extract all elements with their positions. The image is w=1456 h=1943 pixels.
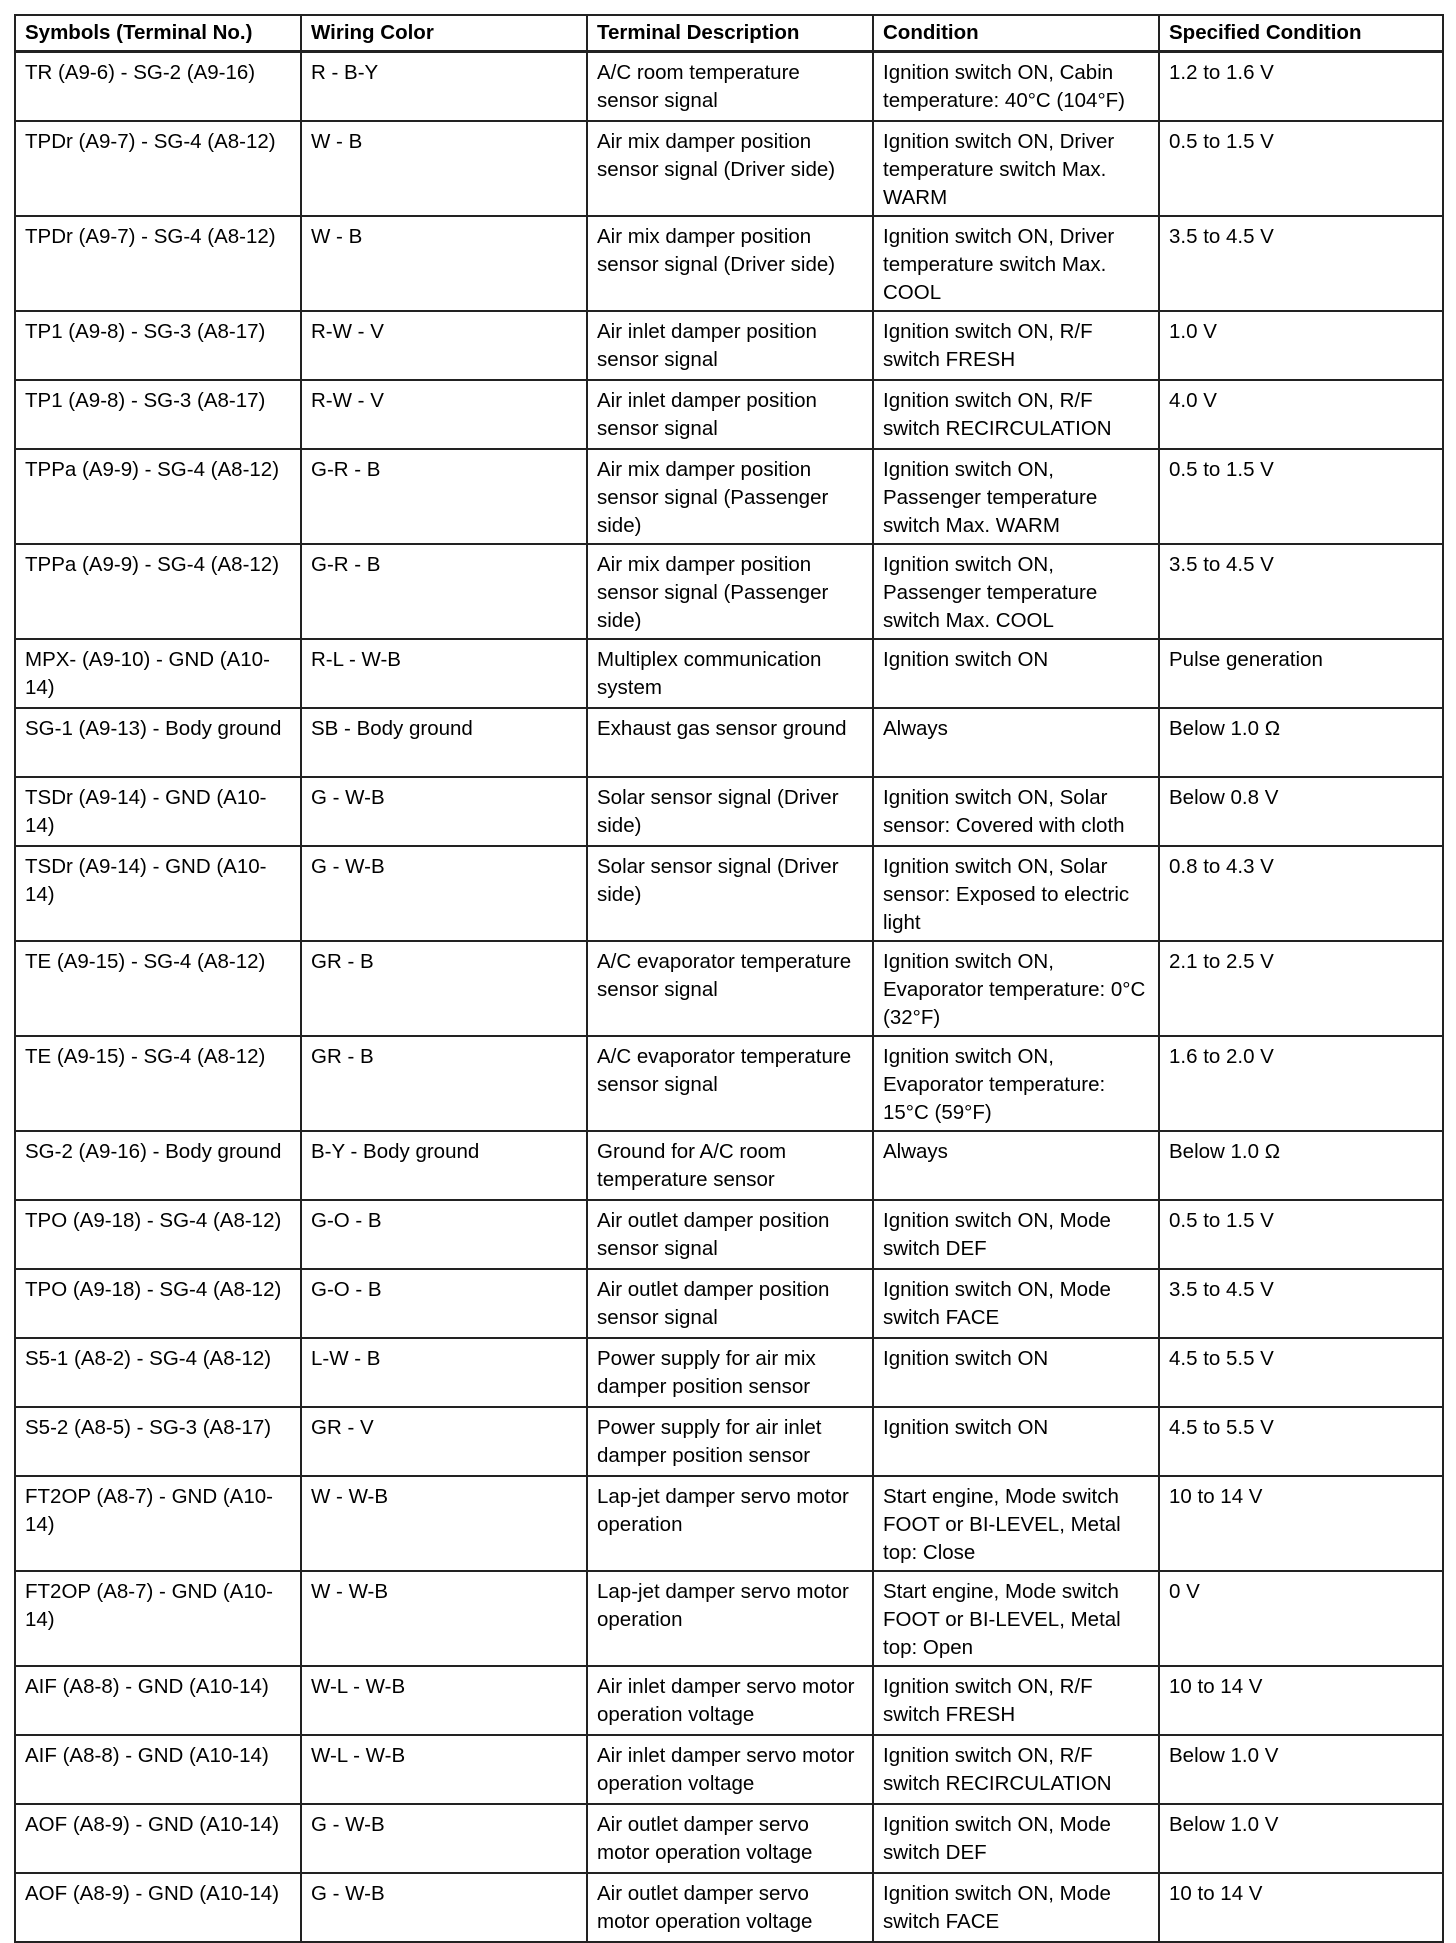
cell-wiring-color: W - W-B (301, 1571, 587, 1666)
cell-wiring-color: G - W-B (301, 1804, 587, 1873)
table-row (15, 639, 1443, 708)
cell-wiring-color: G-O - B (301, 1200, 587, 1269)
cell-wiring-color: G - W-B (301, 846, 587, 941)
table-row (15, 777, 1443, 846)
cell-terminal-description: Solar sensor signal (Driver side) (587, 777, 873, 846)
cell-wiring-color: GR - V (301, 1407, 587, 1476)
table-header (15, 15, 1443, 52)
table-row (15, 121, 1443, 216)
table-row (15, 449, 1443, 544)
cell-symbols: TPDr (A9-7) - SG-4 (A8-12) (15, 216, 301, 311)
cell-wiring-color: W - W-B (301, 1476, 587, 1571)
cell-condition: Ignition switch ON (873, 1407, 1159, 1476)
cell-specified-condition: Below 0.8 V (1159, 777, 1443, 846)
cell-wiring-color: G-O - B (301, 1269, 587, 1338)
cell-symbols: MPX- (A9-10) - GND (A10-14) (15, 639, 301, 708)
cell-condition: Ignition switch ON, Evaporator temperature: 0°C (32°F) (873, 941, 1159, 1036)
cell-symbols: AOF (A8-9) - GND (A10-14) (15, 1804, 301, 1873)
cell-wiring-color: R-L - W-B (301, 639, 587, 708)
cell-terminal-description: Power supply for air inlet damper position sensor (587, 1407, 873, 1476)
cell-wiring-color: GR - B (301, 941, 587, 1036)
cell-symbols: TPO (A9-18) - SG-4 (A8-12) (15, 1200, 301, 1269)
cell-specified-condition: 1.0 V (1159, 311, 1443, 380)
header-symbols: Symbols (Terminal No.) (15, 15, 301, 52)
cell-terminal-description: A/C evaporator temperature sensor signal (587, 1036, 873, 1131)
table-body (15, 52, 1443, 1943)
cell-symbols: TPPa (A9-9) - SG-4 (A8-12) (15, 449, 301, 544)
cell-wiring-color: G - W-B (301, 1873, 587, 1942)
cell-terminal-description: A/C evaporator temperature sensor signal (587, 941, 873, 1036)
table-row (15, 311, 1443, 380)
cell-condition: Ignition switch ON, Passenger temperature switch Max. COOL (873, 544, 1159, 639)
table-row (15, 1269, 1443, 1338)
cell-condition: Ignition switch ON, Mode switch FACE (873, 1269, 1159, 1338)
cell-condition: Always (873, 708, 1159, 777)
cell-condition: Ignition switch ON, Cabin temperature: 40°C (104°F) (873, 52, 1159, 122)
cell-symbols: S5-1 (A8-2) - SG-4 (A8-12) (15, 1338, 301, 1407)
table-row (15, 1571, 1443, 1666)
table-row (15, 846, 1443, 941)
cell-terminal-description: Air inlet damper servo motor operation voltage (587, 1735, 873, 1804)
cell-condition: Ignition switch ON (873, 1338, 1159, 1407)
cell-symbols: TP1 (A9-8) - SG-3 (A8-17) (15, 311, 301, 380)
cell-symbols: SG-2 (A9-16) - Body ground (15, 1131, 301, 1200)
table-row (15, 1873, 1443, 1942)
table-row (15, 1804, 1443, 1873)
cell-terminal-description: Lap-jet damper servo motor operation (587, 1571, 873, 1666)
cell-wiring-color: R-W - V (301, 311, 587, 380)
cell-wiring-color: R - B-Y (301, 52, 587, 122)
cell-condition: Ignition switch ON, R/F switch FRESH (873, 311, 1159, 380)
cell-condition: Ignition switch ON, Evaporator temperature: 15°C (59°F) (873, 1036, 1159, 1131)
cell-symbols: TPO (A9-18) - SG-4 (A8-12) (15, 1269, 301, 1338)
cell-terminal-description: Air outlet damper servo motor operation voltage (587, 1873, 873, 1942)
cell-symbols: TE (A9-15) - SG-4 (A8-12) (15, 941, 301, 1036)
cell-terminal-description: Air mix damper position sensor signal (Driver side) (587, 216, 873, 311)
cell-terminal-description: Lap-jet damper servo motor operation (587, 1476, 873, 1571)
table-row (15, 1666, 1443, 1735)
cell-specified-condition: 10 to 14 V (1159, 1873, 1443, 1942)
cell-condition: Start engine, Mode switch FOOT or BI-LEVEL, Metal top: Open (873, 1571, 1159, 1666)
table-row (15, 544, 1443, 639)
cell-condition: Always (873, 1131, 1159, 1200)
header-row (15, 15, 1443, 52)
cell-wiring-color: L-W - B (301, 1338, 587, 1407)
cell-specified-condition: 3.5 to 4.5 V (1159, 1269, 1443, 1338)
cell-condition: Ignition switch ON, R/F switch RECIRCULATION (873, 380, 1159, 449)
terminal-spec-table (14, 14, 1444, 1943)
cell-symbols: TSDr (A9-14) - GND (A10-14) (15, 777, 301, 846)
table-row (15, 1338, 1443, 1407)
cell-wiring-color: GR - B (301, 1036, 587, 1131)
cell-condition: Ignition switch ON, Solar sensor: Covered with cloth (873, 777, 1159, 846)
cell-specified-condition: 4.0 V (1159, 380, 1443, 449)
cell-terminal-description: Air mix damper position sensor signal (Driver side) (587, 121, 873, 216)
cell-specified-condition: Below 1.0 V (1159, 1804, 1443, 1873)
cell-terminal-description: Power supply for air mix damper position sensor (587, 1338, 873, 1407)
cell-symbols: TE (A9-15) - SG-4 (A8-12) (15, 1036, 301, 1131)
cell-specified-condition: 4.5 to 5.5 V (1159, 1338, 1443, 1407)
cell-terminal-description: Air inlet damper position sensor signal (587, 311, 873, 380)
cell-symbols: AIF (A8-8) - GND (A10-14) (15, 1735, 301, 1804)
cell-specified-condition: 0 V (1159, 1571, 1443, 1666)
cell-symbols: TPPa (A9-9) - SG-4 (A8-12) (15, 544, 301, 639)
cell-specified-condition: Pulse generation (1159, 639, 1443, 708)
cell-wiring-color: G - W-B (301, 777, 587, 846)
cell-wiring-color: W - B (301, 216, 587, 311)
table-row (15, 1131, 1443, 1200)
cell-specified-condition: Below 1.0 Ω (1159, 708, 1443, 777)
cell-symbols: TSDr (A9-14) - GND (A10-14) (15, 846, 301, 941)
cell-terminal-description: Air mix damper position sensor signal (Passenger side) (587, 449, 873, 544)
cell-wiring-color: G-R - B (301, 449, 587, 544)
cell-specified-condition: 1.2 to 1.6 V (1159, 52, 1443, 122)
cell-specified-condition: 3.5 to 4.5 V (1159, 216, 1443, 311)
cell-condition: Start engine, Mode switch FOOT or BI-LEVEL, Metal top: Close (873, 1476, 1159, 1571)
cell-specified-condition: Below 1.0 Ω (1159, 1131, 1443, 1200)
cell-symbols: S5-2 (A8-5) - SG-3 (A8-17) (15, 1407, 301, 1476)
cell-specified-condition: 0.5 to 1.5 V (1159, 1200, 1443, 1269)
cell-condition: Ignition switch ON, Mode switch DEF (873, 1804, 1159, 1873)
cell-specified-condition: 10 to 14 V (1159, 1476, 1443, 1571)
cell-symbols: AOF (A8-9) - GND (A10-14) (15, 1873, 301, 1942)
cell-specified-condition: 1.6 to 2.0 V (1159, 1036, 1443, 1131)
table-row (15, 216, 1443, 311)
cell-terminal-description: Air mix damper position sensor signal (Passenger side) (587, 544, 873, 639)
cell-symbols: AIF (A8-8) - GND (A10-14) (15, 1666, 301, 1735)
cell-terminal-description: Air outlet damper position sensor signal (587, 1200, 873, 1269)
cell-terminal-description: Solar sensor signal (Driver side) (587, 846, 873, 941)
cell-specified-condition: 3.5 to 4.5 V (1159, 544, 1443, 639)
cell-condition: Ignition switch ON, R/F switch RECIRCULATION (873, 1735, 1159, 1804)
cell-wiring-color: W-L - W-B (301, 1735, 587, 1804)
cell-condition: Ignition switch ON (873, 639, 1159, 708)
cell-terminal-description: Air outlet damper position sensor signal (587, 1269, 873, 1338)
cell-condition: Ignition switch ON, Solar sensor: Exposed to electric light (873, 846, 1159, 941)
cell-specified-condition: 2.1 to 2.5 V (1159, 941, 1443, 1036)
cell-condition: Ignition switch ON, Passenger temperature switch Max. WARM (873, 449, 1159, 544)
table-row (15, 52, 1443, 122)
header-wiring-color: Wiring Color (301, 15, 587, 52)
cell-specified-condition: Below 1.0 V (1159, 1735, 1443, 1804)
cell-terminal-description: Multiplex communication system (587, 639, 873, 708)
table-row (15, 1036, 1443, 1131)
cell-wiring-color: W-L - W-B (301, 1666, 587, 1735)
cell-specified-condition: 0.8 to 4.3 V (1159, 846, 1443, 941)
cell-wiring-color: G-R - B (301, 544, 587, 639)
header-terminal-description: Terminal Description (587, 15, 873, 52)
table-row (15, 1735, 1443, 1804)
cell-condition: Ignition switch ON, Driver temperature switch Max. WARM (873, 121, 1159, 216)
table-row (15, 941, 1443, 1036)
cell-wiring-color: R-W - V (301, 380, 587, 449)
cell-specified-condition: 0.5 to 1.5 V (1159, 449, 1443, 544)
cell-symbols: SG-1 (A9-13) - Body ground (15, 708, 301, 777)
cell-terminal-description: Exhaust gas sensor ground (587, 708, 873, 777)
cell-terminal-description: Air inlet damper servo motor operation voltage (587, 1666, 873, 1735)
cell-condition: Ignition switch ON, Driver temperature switch Max. COOL (873, 216, 1159, 311)
cell-terminal-description: Ground for A/C room temperature sensor (587, 1131, 873, 1200)
header-specified-condition: Specified Condition (1159, 15, 1443, 52)
cell-wiring-color: B-Y - Body ground (301, 1131, 587, 1200)
header-condition: Condition (873, 15, 1159, 52)
cell-specified-condition: 4.5 to 5.5 V (1159, 1407, 1443, 1476)
cell-wiring-color: W - B (301, 121, 587, 216)
cell-symbols: TPDr (A9-7) - SG-4 (A8-12) (15, 121, 301, 216)
cell-symbols: TR (A9-6) - SG-2 (A9-16) (15, 52, 301, 122)
cell-specified-condition: 10 to 14 V (1159, 1666, 1443, 1735)
cell-terminal-description: Air outlet damper servo motor operation voltage (587, 1804, 873, 1873)
table-row (15, 1200, 1443, 1269)
table-row (15, 1476, 1443, 1571)
cell-symbols: FT2OP (A8-7) - GND (A10-14) (15, 1571, 301, 1666)
cell-condition: Ignition switch ON, Mode switch DEF (873, 1200, 1159, 1269)
cell-condition: Ignition switch ON, R/F switch FRESH (873, 1666, 1159, 1735)
cell-specified-condition: 0.5 to 1.5 V (1159, 121, 1443, 216)
cell-symbols: TP1 (A9-8) - SG-3 (A8-17) (15, 380, 301, 449)
cell-condition: Ignition switch ON, Mode switch FACE (873, 1873, 1159, 1942)
table-row (15, 380, 1443, 449)
cell-terminal-description: Air inlet damper position sensor signal (587, 380, 873, 449)
cell-terminal-description: A/C room temperature sensor signal (587, 52, 873, 122)
cell-wiring-color: SB - Body ground (301, 708, 587, 777)
table-row (15, 708, 1443, 777)
cell-symbols: FT2OP (A8-7) - GND (A10-14) (15, 1476, 301, 1571)
table-row (15, 1407, 1443, 1476)
